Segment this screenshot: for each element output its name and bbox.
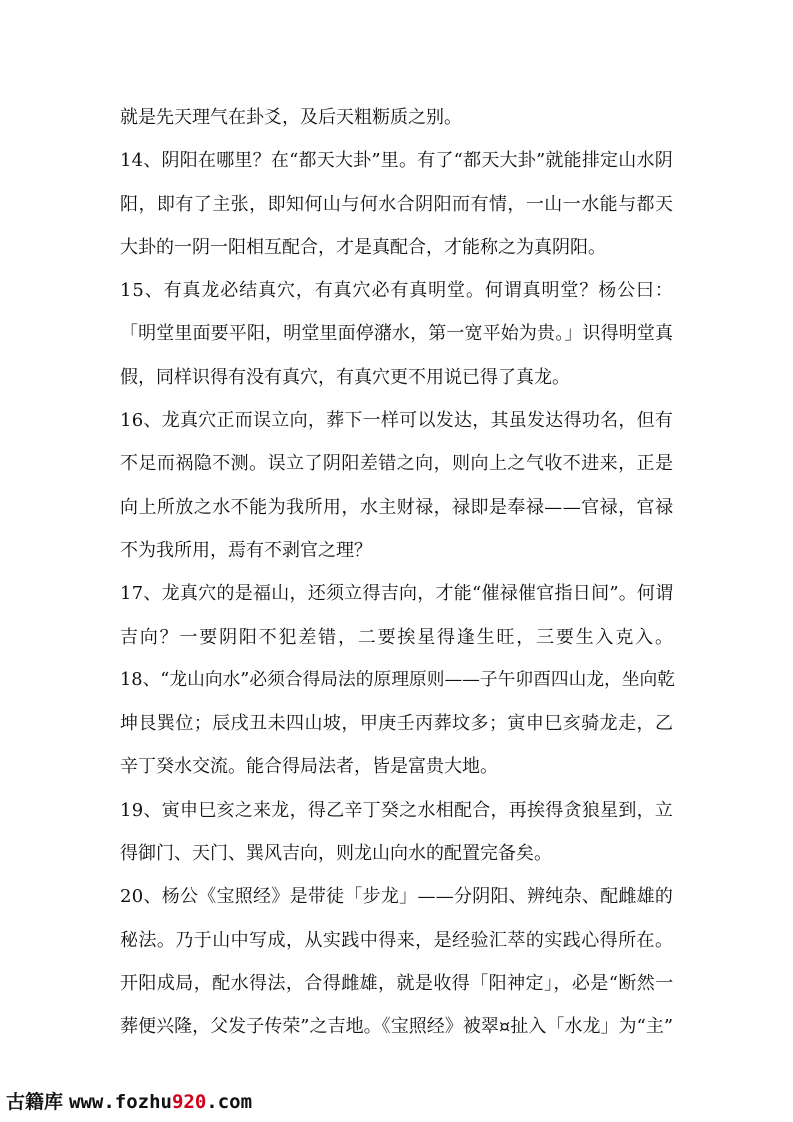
- text-line: 14、阴阳在哪里？在“都天大卦”里。有了“都天大卦”就能排定山水阴: [120, 150, 673, 172]
- watermark-footer: [6, 1087, 252, 1117]
- text-line: 秘法。乃于山中写成，从实践中得来，是经验汇萃的实践心得所在。: [120, 929, 674, 951]
- site-url-prefix: www.fozhu: [69, 1091, 172, 1113]
- text-line: 不足而祸隐不测。误立了阴阳差错之向，则向上之气收不进来，正是: [120, 453, 674, 475]
- body-text: [120, 96, 675, 1049]
- text-line: 得御门、天门、巽风吉向，则龙山向水的配置完备矣。: [120, 843, 552, 865]
- text-line: 开阳成局，配水得法，合得雌雄，就是收得「阳神定」，必是“断然一: [120, 972, 674, 994]
- text-line: 辛丁癸水交流。能合得局法者，皆是富贵大地。: [120, 756, 498, 778]
- text-line: 15、有真龙必结真穴，有真穴必有真明堂。何谓真明堂？杨公曰：: [120, 280, 674, 302]
- text-line: 葬便兴隆，父发子传荣”之吉地。《宝照经》被翠¤扯入「水龙」为“主”: [120, 1016, 674, 1038]
- site-brand: 古籍库: [6, 1091, 64, 1113]
- text-line: 17、龙真穴的是福山，还须立得吉向，才能“催禄催官指日间”。何谓: [120, 583, 674, 605]
- text-line: 阳，即有了主张，即知何山与何水合阴阳而有情，一山一水能与都天: [120, 193, 674, 215]
- text-line: 20、杨公《宝照经》是带徒「步龙」——分阴阳、辨纯杂、配雌雄的: [120, 886, 674, 908]
- text-line: 「明堂里面要平阳，明堂里面停潴水，第一宽平始为贵。」识得明堂真: [120, 323, 674, 345]
- text-line: 16、龙真穴正而误立向，葬下一样可以发达，其虽发达得功名，但有: [120, 410, 674, 432]
- text-line: 19、寅申巳亥之来龙，得乙辛丁癸之水相配合，再挨得贪狼星到，立: [120, 799, 674, 821]
- text-line: 不为我所用，焉有不剥官之理？: [120, 539, 372, 561]
- site-url-number: 920: [171, 1091, 207, 1113]
- text-line: 18、“龙山向水”必须合得局法的原理原则——子午卯酉四山龙，坐向乾: [120, 669, 675, 690]
- site-url: [69, 1091, 252, 1113]
- text-line: 向上所放之水不能为我所用，水主财禄，禄即是奉禄——官禄，官禄: [120, 496, 674, 518]
- text-line: 坤艮巽位；辰戌丑未四山坡，甲庚壬丙葬坟多；寅申巳亥骑龙走，乙: [120, 713, 674, 735]
- text-line: 就是先天理气在卦爻，及后天粗粝质之别。: [120, 107, 462, 128]
- site-url-suffix: .com: [206, 1091, 253, 1113]
- text-line: 大卦的一阴一阳相互配合，才是真配合，才能称之为真阴阳。: [120, 236, 606, 258]
- text-line: 假，同样识得有没有真穴，有真穴更不用说已得了真龙。: [120, 366, 570, 388]
- text-line: 吉向？一要阴阳不犯差错，二要挨星得逢生旺，三要生入克入。: [120, 626, 675, 648]
